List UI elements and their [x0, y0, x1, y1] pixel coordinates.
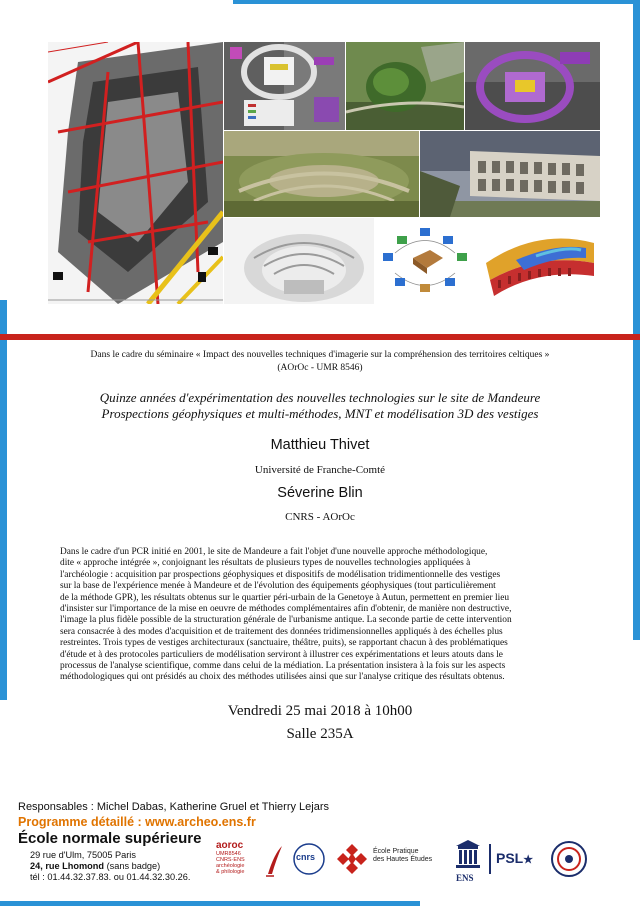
seminar-context — [40, 349, 600, 375]
abstract-line: sera consacrée à des modes d'acquisition et de traitement des données tridimensionnelles appliqués à des échelles plus — [60, 626, 503, 637]
university-seal-icon — [550, 840, 588, 878]
dem-model-image — [465, 42, 600, 130]
abstract-line: sur la base de l'expérience menée à Mandeure et de l'évolution des équipements géophysiques (tout particulièrement — [60, 581, 496, 592]
speaker1-affiliation: Université de Franche-Comté — [254, 464, 386, 476]
ens-logo-text: ENS — [456, 873, 474, 883]
site-plan-image — [224, 42, 345, 130]
abstract-line: l'image la plus fidèle possible de la structuration générale de l'urbanisme antique. La seconde partie de cette intervention — [60, 615, 512, 626]
speaker2-affiliation: CNRS - AOrOc — [285, 511, 355, 523]
amphitheatre-3d-image — [476, 218, 600, 304]
logo-divider — [489, 844, 491, 874]
partner-logos — [216, 838, 628, 896]
talk-title-line2: Prospections géophysiques et multi-méthodes, MNT et modélisation 3D des vestiges — [101, 406, 539, 421]
abstract-line: d'étude et à des protocoles particuliers de modélisation serviront à illustrer ces expérimentations et leurs atouts dans le — [60, 649, 503, 660]
ephe-line2: des Hautes Études — [373, 856, 433, 863]
colosseum-model-image — [420, 131, 600, 217]
aerial-view-image — [346, 42, 464, 130]
geophysics-map-image — [48, 42, 223, 304]
top-frame-bar — [233, 0, 640, 4]
cnrs-logo-text: cnrs — [296, 852, 316, 862]
abstract-line: dite « approche intégrée », conjoignant les résultats de plusieurs types de nouvelles technologies appliquées à — [60, 558, 471, 569]
red-divider — [0, 334, 640, 340]
event-date: Vendredi 25 mai 2018 à 10h00 — [227, 703, 413, 719]
address-lhomond — [30, 861, 160, 871]
quill-icon — [264, 844, 284, 878]
speaker1-name: Matthieu Thivet — [270, 437, 370, 453]
aoroc-logo-name: aoroc — [216, 840, 244, 851]
seminar-unit: (AOrOc - UMR 8546) — [277, 363, 363, 373]
bottom-frame-bar — [0, 901, 420, 906]
3d-models-overview-image — [375, 218, 475, 304]
left-frame-bar — [0, 300, 7, 700]
ephe-line1: École Pratique — [373, 848, 419, 855]
right-frame-bar — [633, 0, 640, 640]
event-room: Salle 235A — [286, 726, 354, 742]
phone-numbers: tél : 01.44.32.37.83. ou 01.44.32.30.26. — [30, 872, 191, 882]
organizers: Responsables : Michel Dabas, Katherine Gruel et Thierry Lejars — [18, 801, 330, 813]
aoroc-logo-line4: & philologie — [216, 869, 245, 875]
talk-title-line1: Quinze années d'expérimentation des nouvelles technologies sur le site de Mandeure — [99, 390, 541, 405]
aoroc-logo-line3: archéologie — [216, 863, 245, 869]
ens-logo — [452, 840, 484, 890]
speaker2-name: Séverine Blin — [277, 485, 363, 501]
address-ulm: 29 rue d'Ulm, 75005 Paris — [30, 850, 136, 860]
address-lhomond-note: (sans badge) — [104, 861, 161, 871]
aoroc-logo-line1: UMR8546 — [216, 851, 241, 857]
psl-logo — [496, 850, 533, 868]
theatre-site-image — [224, 131, 419, 217]
address-lhomond-bold: 24, rue Lhomond — [30, 861, 105, 871]
cnrs-logo — [292, 842, 326, 876]
programme-link[interactable]: Programme détaillé : www.archeo.ens.fr — [18, 815, 256, 829]
ephe-emblem-icon — [334, 842, 370, 876]
school-name: École normale supérieure — [18, 830, 202, 847]
star-icon: ★ — [523, 854, 534, 866]
abstract-line: de la méthode GPR), les résultats obtenus sur le quartier péri-urbain de la Genetoye à Autun, permettent en premier lieu — [60, 592, 510, 603]
abstract-line: Dans le cadre d'un PCR initié en 2001, le site de Mandeure a fait l'objet d'une nouvelle approche méthodologique, — [60, 547, 488, 557]
talk-title — [40, 390, 600, 422]
abstract-line: restreintes. Trois types de vestiges architecturaux (sanctuaire, théâtre, puits), se rapportant chacun à des problématiques — [60, 638, 508, 649]
abstract-line: méthodologiques qui ont présidés au choix des méthodes utilisées ainsi que sur l'analyse critique des résultats obtenus. — [60, 672, 505, 683]
psl-logo-text: PSL — [496, 850, 524, 866]
abstract — [60, 547, 578, 684]
aoroc-logo — [216, 840, 264, 875]
ephe-logo-text — [373, 848, 443, 864]
abstract-line: l'archéologie : acquisition par prospections géophysiques et dispositifs de modélisation tridimentionnelle des vestiges — [60, 569, 501, 580]
abstract-line: processus de l'analyse scientifique, comme dans celui de la médiation. La présentation insistera à la fois sur les aspects — [60, 661, 506, 672]
theatre-sketch-image — [224, 218, 374, 304]
abstract-line: d'insister sur l'importance de la mise en oeuvre de méthodes complémentaires afin d'obtenir, de manière non destructive, — [60, 604, 512, 615]
seminar-context-line: Dans le cadre du séminaire « Impact des nouvelles techniques d'imagerie sur la compréhension des territoires celtiques » — [90, 350, 550, 360]
aoroc-logo-line2: CNRS·ENS — [216, 857, 245, 863]
image-collage — [48, 42, 600, 304]
